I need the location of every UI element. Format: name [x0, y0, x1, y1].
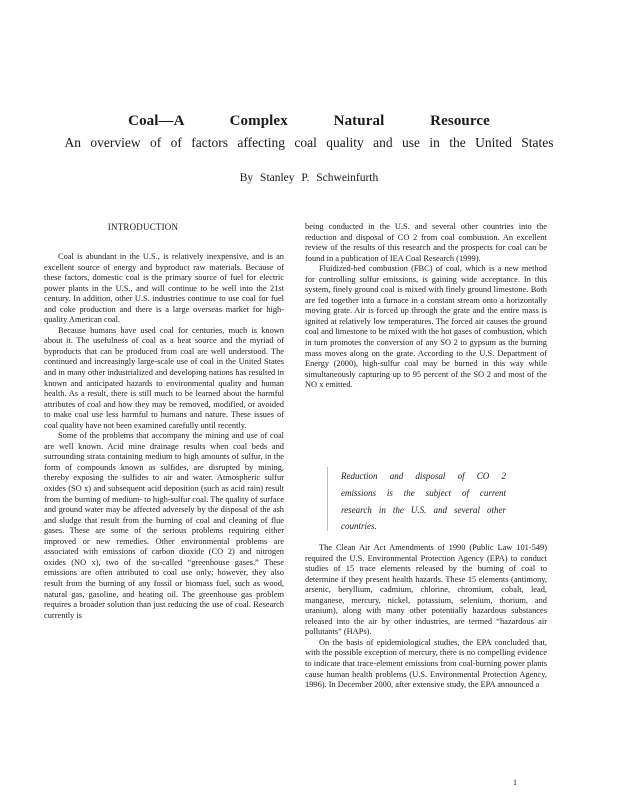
paragraph: Because humans have used coal for centuries, much is known about it. The usefulness of coal as a heat source and the myriad of byproducts that can be produced from coal are well understood. The continued and increasingly large-scale use of coal in the United States and in many other industrialized and developing nations has resulted in known and anticipated hazards to environmental quality and human health. As a result, there is still much to be learned about the harmful attributes of coal and how they may be removed, modified, or avoided to make coal use less harmful to humans and nature. These issues of coal quality have not been examined carefully until recently. — [44, 325, 284, 430]
paragraph: Fluidized-bed combustion (FBC) of coal, which is a new method for controlling sulfur emissions, is gaining wide acceptance. In this system, finely ground coal is mixed with finely ground limestone. Both are fed together into a furnace in a constant stream onto a horizontally moving grate. Air is forced up through the grate and the entire mass is ignited at relatively low temperatures. The forced air causes the ground coal and limestone to be mixed with the hot gases of combustion, which in turn promotes the conversion of any SO 2 to gypsum as the burning mass moves along on the grate. According to the U.S. Department of Energy (2000), high-sulfur coal may be burned in this way while simultaneously capturing up to 95 percent of the SO 2 and most of the NO x emitted. — [305, 264, 547, 390]
paragraph: being conducted in the U.S. and several other countries into the reduction and disposal of CO 2 from coal combustion. An excellent review of the results of this research and the prospects for coal can be found in a publication of IEA Coal Research (1999). — [305, 222, 547, 263]
pull-quote: Reduction and disposal of CO 2 emissions is the subject of current research in the U.S. and several other countries. — [341, 471, 506, 532]
right-column-continued — [305, 543, 547, 691]
article-title: Coal—A Complex Natural Resource — [128, 113, 490, 129]
paragraph: The Clean Air Act Amendments of 1990 (Public Law 101-549) required the U.S. Environmental Protection Agency (EPA) to conduct studies of 15 trace elements released by the burning of coal to determine if they present health hazards. These 15 elements (antimony, arsenic, beryllium, cadmium, chlorine, chromium, cobalt, lead, manganese, mercury, nickel, potassium, selenium, thorium, and uranium), along with many other potentially hazardous substances released into the air by other industries, are termed “hazardous air pollutants” (HAPs). — [305, 543, 547, 637]
article-subtitle: An overview of of factors affecting coal quality and use in the United States — [64, 135, 554, 150]
right-column — [305, 222, 547, 391]
left-column — [44, 252, 284, 621]
paragraph: Some of the problems that accompany the mining and use of coal are well known. Acid mine drainage results when coal beds and surrounding strata containing medium to high amounts of sulfur, in the form of compounds known as sulfides, are disrupted by mining, thereby exposing the sulfides to air and water. Atmospheric sulfur oxides (SO x) and subsequent acid deposition (such as acid rain) result from the burning of medium- to high-sulfur coal. The quality of surface and ground water may be affected adversely by the disposal of the ash and sludge that result from the burning of coal and cleaning of flue gases. These are some of the serious problems requiring either improved or new remedies. Other environmental problems are associated with emissions of carbon dioxide (CO 2) and nitrogen oxides (NO x), two of the so-called “greenhouse gases.” These emissions are often attributed to coal use only; however, they also result from the burning of any fossil or biomass fuel, such as wood, natural gas, gasoline, and heating oil. The greenhouse gas problem requires a broader solution than just reducing the use of coal. Research currently is — [44, 431, 284, 620]
author-byline: By Stanley P. Schweinfurth — [239, 172, 379, 184]
section-heading: INTRODUCTION — [107, 222, 179, 232]
page-number: 1 — [513, 778, 517, 787]
pull-quote-rule — [327, 467, 328, 531]
paragraph: Coal is abundant in the U.S., is relatively inexpensive, and is an excellent source of energy and byproduct raw materials. Because of these factors, domestic coal is the primary source of fuel for electric power plants in the U.S., and will continue to be well into the 21st century. In addition, other U.S. industries continue to use coal for fuel and coke production and there is a large overseas market for high-quality American coal. — [44, 252, 284, 325]
paragraph: On the basis of epidemiological studies, the EPA concluded that, with the possible exception of mercury, there is no compelling evidence to indicate that trace-element emissions from coal-burning power plants cause human health problems (U.S. Environmental Protection Agency, 1996). In December 2000, after extensive study, the EPA announced a — [305, 637, 547, 690]
